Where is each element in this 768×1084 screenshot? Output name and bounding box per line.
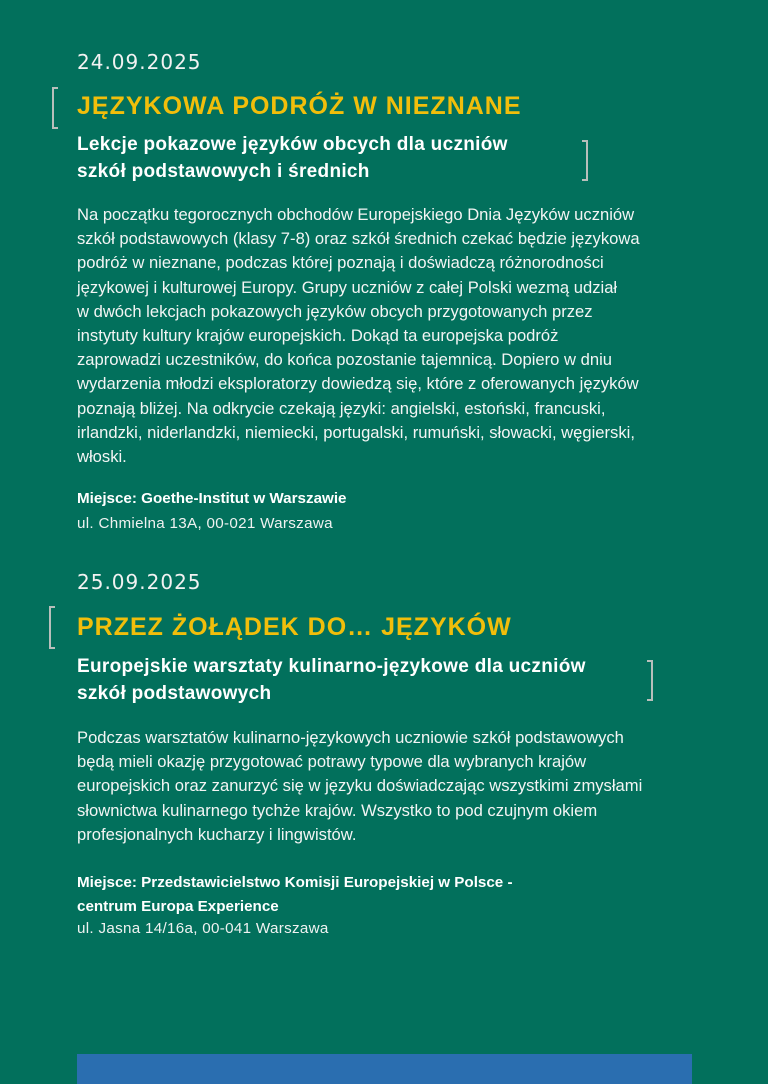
description-line: podróż w nieznane, podczas której poznają i doświadczą różnorodności	[77, 253, 604, 273]
right-bracket-decoration	[582, 140, 588, 181]
description-line: Na początku tegorocznych obchodów Europejskiego Dnia Języków uczniów	[77, 205, 635, 224]
event-date: 25.09.2025	[77, 570, 202, 594]
venue-line: Miejsce: Goethe-Institut w Warszawie	[77, 490, 347, 507]
event-address: ul. Jasna 14/16a, 00-041 Warszawa	[77, 920, 329, 937]
left-bracket-decoration	[52, 87, 58, 129]
right-bracket-decoration	[647, 660, 653, 701]
event-venue	[77, 487, 347, 511]
subtitle-line: szkół podstawowych	[77, 683, 272, 704]
event-subtitle	[77, 131, 508, 185]
description-line: zaprowadzi uczestników, do końca pozostanie tajemnicą. Dopiero w dniu	[77, 350, 612, 370]
event-description	[77, 203, 640, 469]
event-subtitle	[77, 653, 586, 707]
event-title: PRZEZ ŻOŁĄDEK DO… JĘZYKÓW	[77, 613, 512, 641]
description-line: językowej i kulturowej Europy. Grupy uczniów z całej Polski wezmą udział	[77, 277, 618, 297]
description-line: będą mieli okazję przygotować potrawy typowe dla wybranych krajów	[77, 752, 587, 772]
event-venue	[77, 871, 513, 919]
description-line: poznają bliżej. Na odkrycie czekają języki: angielski, estoński, francuski,	[77, 398, 606, 418]
description-line: w dwóch lekcjach pokazowych języków obcych przygotowanych przez	[77, 301, 593, 321]
event-address: ul. Chmielna 13A, 00-021 Warszawa	[77, 515, 333, 532]
venue-line: Miejsce: Przedstawicielstwo Komisji Europejskiej w Polsce -	[77, 874, 513, 891]
event-title: JĘZYKOWA PODRÓŻ W NIEZNANE	[77, 92, 522, 120]
description-line: szkół podstawowych (klasy 7-8) oraz szkół średnich czekać będzie językowa	[77, 229, 640, 249]
description-line: irlandzki, niderlandzki, niemiecki, portugalski, rumuński, słowacki, węgierski,	[77, 422, 635, 442]
subtitle-line: Lekcje pokazowe języków obcych dla uczniów	[77, 134, 508, 155]
event-description	[77, 726, 642, 847]
event-date: 24.09.2025	[77, 50, 202, 74]
description-line: słownictwa kulinarnego tychże krajów. Wszystko to pod czujnym okiem	[77, 800, 598, 820]
description-line: Podczas warsztatów kulinarno-językowych uczniowie szkół podstawowych	[77, 728, 624, 747]
venue-line: centrum Europa Experience	[77, 898, 279, 915]
left-bracket-decoration	[49, 606, 55, 649]
description-line: wydarzenia młodzi eksploratorzy dowiedzą się, które z oferowanych języków	[77, 374, 639, 394]
description-line: profesjonalnych kucharzy i lingwistów.	[77, 824, 357, 844]
subtitle-line: Europejskie warsztaty kulinarno-językowe dla uczniów	[77, 656, 586, 677]
footer-blue-panel	[77, 1054, 692, 1084]
description-line: europejskich oraz zanurzyć się w języku doświadczając wszystkimi zmysłami	[77, 776, 643, 796]
subtitle-line: szkół podstawowych i średnich	[77, 161, 370, 182]
description-line: instytuty kultury krajów europejskich. Dokąd ta europejska podróż	[77, 326, 559, 346]
description-line: włoski.	[77, 447, 127, 467]
